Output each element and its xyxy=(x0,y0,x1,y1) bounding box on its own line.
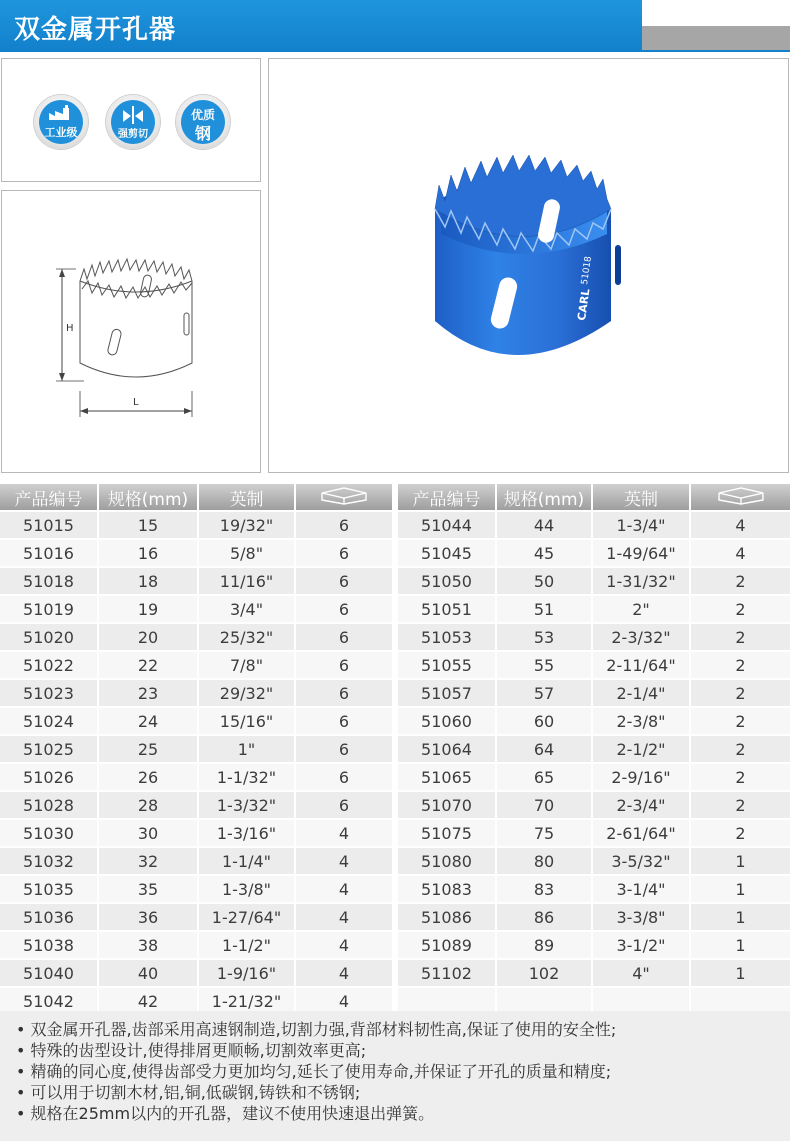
imperial-cell: 3/4" xyxy=(198,595,295,623)
product-code-cell: 51102 xyxy=(398,959,496,987)
package-qty-cell: 6 xyxy=(295,735,392,763)
imperial-cell: 1-9/16" xyxy=(198,959,295,987)
size-mm-cell: 22 xyxy=(98,651,198,679)
product-code-cell: 51089 xyxy=(398,931,496,959)
product-photo-panel xyxy=(268,58,789,473)
badge-steel-top: 优质 xyxy=(190,108,215,122)
size-mm-cell: 86 xyxy=(496,903,592,931)
package-qty-cell: 2 xyxy=(690,735,790,763)
package-qty-cell: 6 xyxy=(295,511,392,539)
size-mm-cell: 50 xyxy=(496,567,592,595)
imperial-cell: 2-3/4" xyxy=(592,791,690,819)
imperial-cell: 2-1/2" xyxy=(592,735,690,763)
imperial-cell: 29/32" xyxy=(198,679,295,707)
package-qty-cell: 4 xyxy=(295,903,392,931)
size-mm-cell: 64 xyxy=(496,735,592,763)
package-qty-cell: 1 xyxy=(690,847,790,875)
product-code-cell: 51080 xyxy=(398,847,496,875)
size-mm-cell: 42 xyxy=(98,987,198,1014)
package-qty-cell: 1 xyxy=(690,875,790,903)
product-code-cell: 51057 xyxy=(398,679,496,707)
imperial-cell: 2-11/64" xyxy=(592,651,690,679)
table-row xyxy=(0,595,392,623)
package-qty-cell: 6 xyxy=(295,651,392,679)
model-mark: 51018 xyxy=(580,255,594,286)
product-code-cell: 51070 xyxy=(398,791,496,819)
page-header xyxy=(0,0,790,50)
imperial-cell: 1-3/4" xyxy=(592,511,690,539)
table-row xyxy=(398,763,790,791)
header-product-code: 产品编号 xyxy=(398,484,496,511)
package-qty-cell: 6 xyxy=(295,567,392,595)
badge-steel-bottom: 钢 xyxy=(194,124,211,143)
imperial-cell: 1-21/32" xyxy=(198,987,295,1014)
table-row xyxy=(398,511,790,539)
header-size-mm: 规格(mm) xyxy=(98,484,198,511)
product-code-cell: 51051 xyxy=(398,595,496,623)
header-divider xyxy=(0,50,790,52)
box-icon xyxy=(711,485,771,505)
product-code-cell: 51045 xyxy=(398,539,496,567)
header-package xyxy=(690,484,790,511)
table-row xyxy=(398,847,790,875)
table-row xyxy=(0,567,392,595)
table-row xyxy=(398,735,790,763)
table-row xyxy=(0,931,392,959)
product-code-cell: 51055 xyxy=(398,651,496,679)
package-qty-cell: 4 xyxy=(295,847,392,875)
length-label: L xyxy=(133,397,139,408)
size-mm-cell: 26 xyxy=(98,763,198,791)
table-row xyxy=(0,763,392,791)
package-qty-cell: 6 xyxy=(295,539,392,567)
product-code-cell: 51064 xyxy=(398,735,496,763)
product-code-cell: 51023 xyxy=(0,679,98,707)
imperial-cell: 3-1/4" xyxy=(592,875,690,903)
size-mm-cell: 53 xyxy=(496,623,592,651)
feature-notes xyxy=(0,1011,790,1141)
table-row xyxy=(0,819,392,847)
product-code-cell: 51040 xyxy=(0,959,98,987)
table-row xyxy=(398,679,790,707)
imperial-cell: 2-3/8" xyxy=(592,707,690,735)
package-qty-cell: 2 xyxy=(690,763,790,791)
size-mm-cell: 83 xyxy=(496,875,592,903)
page-title: 双金属开孔器 xyxy=(14,15,177,45)
table-row xyxy=(398,987,790,1014)
package-qty-cell: 4 xyxy=(295,819,392,847)
brand-mark: CARL xyxy=(575,287,593,322)
table-header-row xyxy=(0,484,392,511)
size-mm-cell: 32 xyxy=(98,847,198,875)
product-code-cell: 51083 xyxy=(398,875,496,903)
spec-table-left xyxy=(0,484,392,1014)
note-item: • 可以用于切割木材,铝,铜,低碳钢,铸铁和不锈钢; xyxy=(16,1082,790,1103)
header-imperial: 英制 xyxy=(198,484,295,511)
product-code-cell: 51025 xyxy=(0,735,98,763)
imperial-cell: 3-1/2" xyxy=(592,931,690,959)
imperial-cell: 15/16" xyxy=(198,707,295,735)
table-row xyxy=(398,875,790,903)
package-qty-cell: 4 xyxy=(295,959,392,987)
badge-industrial-label: 工业级 xyxy=(44,126,78,139)
package-qty-cell: 2 xyxy=(690,595,790,623)
table-header-row xyxy=(398,484,790,511)
badge-shear-label: 强剪切 xyxy=(118,129,148,140)
product-code-cell: 51030 xyxy=(0,819,98,847)
table-row xyxy=(0,679,392,707)
product-code-cell: 51038 xyxy=(0,931,98,959)
imperial-cell: 19/32" xyxy=(198,511,295,539)
product-code-cell: 51020 xyxy=(0,623,98,651)
product-code-cell: 51042 xyxy=(0,987,98,1014)
height-label: H xyxy=(66,323,74,334)
imperial-cell: 1" xyxy=(198,735,295,763)
note-item: • 双金属开孔器,齿部采用高速钢制造,切割力强,背部材料韧性高,保证了使用的安全性; xyxy=(16,1019,790,1040)
size-mm-cell: 75 xyxy=(496,819,592,847)
size-mm-cell xyxy=(496,987,592,1014)
imperial-cell: 2-9/16" xyxy=(592,763,690,791)
table-row xyxy=(398,707,790,735)
product-code-cell: 51016 xyxy=(0,539,98,567)
package-qty-cell: 6 xyxy=(295,623,392,651)
package-qty-cell: 1 xyxy=(690,959,790,987)
header-bar xyxy=(0,0,642,50)
imperial-cell: 1-27/64" xyxy=(198,903,295,931)
package-qty-cell: 2 xyxy=(690,567,790,595)
imperial-cell: 5/8" xyxy=(198,539,295,567)
table-row xyxy=(398,567,790,595)
product-code-cell: 51032 xyxy=(0,847,98,875)
size-mm-cell: 51 xyxy=(496,595,592,623)
table-row xyxy=(398,539,790,567)
table-row xyxy=(398,651,790,679)
note-item: • 规格在25mm以内的开孔器，建议不使用快速退出弹簧。 xyxy=(16,1103,790,1124)
package-qty-cell: 4 xyxy=(690,511,790,539)
product-code-cell: 51060 xyxy=(398,707,496,735)
note-item: • 精确的同心度,使得齿部受力更加均匀,延长了使用寿命,并保证了开孔的质量和精度; xyxy=(16,1061,790,1082)
badge-shear xyxy=(106,95,160,149)
feature-badges-panel xyxy=(1,58,261,182)
table-row xyxy=(0,623,392,651)
product-code-cell: 51036 xyxy=(0,903,98,931)
imperial-cell: 2-3/32" xyxy=(592,623,690,651)
size-mm-cell: 60 xyxy=(496,707,592,735)
package-qty-cell: 6 xyxy=(295,763,392,791)
size-mm-cell: 80 xyxy=(496,847,592,875)
product-code-cell: 51053 xyxy=(398,623,496,651)
header-size-mm: 规格(mm) xyxy=(496,484,592,511)
size-mm-cell: 18 xyxy=(98,567,198,595)
size-mm-cell: 23 xyxy=(98,679,198,707)
table-row xyxy=(398,623,790,651)
size-mm-cell: 30 xyxy=(98,819,198,847)
header-product-code: 产品编号 xyxy=(0,484,98,511)
size-mm-cell: 24 xyxy=(98,707,198,735)
package-qty-cell: 2 xyxy=(690,791,790,819)
imperial-cell: 11/16" xyxy=(198,567,295,595)
size-mm-cell: 20 xyxy=(98,623,198,651)
table-row xyxy=(0,539,392,567)
imperial-cell: 1-1/2" xyxy=(198,931,295,959)
package-qty-cell: 2 xyxy=(690,707,790,735)
size-mm-cell: 65 xyxy=(496,763,592,791)
product-code-cell: 51050 xyxy=(398,567,496,595)
imperial-cell: 1-1/32" xyxy=(198,763,295,791)
spec-table-right xyxy=(398,484,790,1014)
table-row xyxy=(398,931,790,959)
imperial-cell: 1-31/32" xyxy=(592,567,690,595)
product-code-cell: 51044 xyxy=(398,511,496,539)
table-row xyxy=(398,791,790,819)
badge-industrial xyxy=(34,95,88,149)
imperial-cell: 2-1/4" xyxy=(592,679,690,707)
imperial-cell: 25/32" xyxy=(198,623,295,651)
size-mm-cell: 44 xyxy=(496,511,592,539)
size-mm-cell: 57 xyxy=(496,679,592,707)
size-mm-cell: 16 xyxy=(98,539,198,567)
table-row xyxy=(0,651,392,679)
table-row xyxy=(0,903,392,931)
size-mm-cell: 40 xyxy=(98,959,198,987)
package-qty-cell: 4 xyxy=(295,931,392,959)
product-code-cell: 51024 xyxy=(0,707,98,735)
product-photo xyxy=(269,59,788,472)
size-mm-cell: 36 xyxy=(98,903,198,931)
package-qty-cell: 6 xyxy=(295,595,392,623)
imperial-cell: 1-1/4" xyxy=(198,847,295,875)
package-qty-cell xyxy=(690,987,790,1014)
note-item: • 特殊的齿型设计,使得排屑更顺畅,切割效率更高; xyxy=(16,1040,790,1061)
product-code-cell: 51028 xyxy=(0,791,98,819)
table-row xyxy=(398,595,790,623)
header-accent xyxy=(642,26,790,50)
size-mm-cell: 70 xyxy=(496,791,592,819)
package-qty-cell: 6 xyxy=(295,791,392,819)
product-code-cell: 51035 xyxy=(0,875,98,903)
table-row xyxy=(0,735,392,763)
size-mm-cell: 38 xyxy=(98,931,198,959)
table-row xyxy=(0,707,392,735)
table-row xyxy=(0,959,392,987)
size-mm-cell: 19 xyxy=(98,595,198,623)
imperial-cell: 1-3/16" xyxy=(198,819,295,847)
product-code-cell: 51019 xyxy=(0,595,98,623)
table-row xyxy=(0,791,392,819)
product-code-cell: 51026 xyxy=(0,763,98,791)
size-mm-cell: 89 xyxy=(496,931,592,959)
product-code-cell: 51086 xyxy=(398,903,496,931)
size-mm-cell: 102 xyxy=(496,959,592,987)
imperial-cell: 3-3/8" xyxy=(592,903,690,931)
header-imperial: 英制 xyxy=(592,484,690,511)
table-row xyxy=(0,511,392,539)
package-qty-cell: 6 xyxy=(295,707,392,735)
imperial-cell: 1-3/32" xyxy=(198,791,295,819)
package-qty-cell: 2 xyxy=(690,679,790,707)
badge-steel xyxy=(176,95,230,149)
table-row xyxy=(0,875,392,903)
package-qty-cell: 2 xyxy=(690,651,790,679)
imperial-cell: 7/8" xyxy=(198,651,295,679)
size-mm-cell: 25 xyxy=(98,735,198,763)
hole-saw-diagram xyxy=(2,191,260,472)
size-mm-cell: 55 xyxy=(496,651,592,679)
product-code-cell: 51015 xyxy=(0,511,98,539)
package-qty-cell: 4 xyxy=(295,875,392,903)
imperial-cell: 4" xyxy=(592,959,690,987)
package-qty-cell: 6 xyxy=(295,679,392,707)
imperial-cell: 1-3/8" xyxy=(198,875,295,903)
package-qty-cell: 2 xyxy=(690,819,790,847)
imperial-cell xyxy=(592,987,690,1014)
package-qty-cell: 1 xyxy=(690,931,790,959)
table-row xyxy=(398,903,790,931)
package-qty-cell: 2 xyxy=(690,623,790,651)
size-mm-cell: 28 xyxy=(98,791,198,819)
product-code-cell: 51065 xyxy=(398,763,496,791)
size-mm-cell: 35 xyxy=(98,875,198,903)
package-qty-cell: 4 xyxy=(690,539,790,567)
imperial-cell: 2" xyxy=(592,595,690,623)
product-code-cell: 51018 xyxy=(0,567,98,595)
imperial-cell: 2-61/64" xyxy=(592,819,690,847)
box-icon xyxy=(314,485,374,505)
package-qty-cell: 4 xyxy=(295,987,392,1014)
package-qty-cell: 1 xyxy=(690,903,790,931)
header-package xyxy=(295,484,392,511)
table-row xyxy=(0,847,392,875)
product-code-cell xyxy=(398,987,496,1014)
imperial-cell: 3-5/32" xyxy=(592,847,690,875)
size-mm-cell: 45 xyxy=(496,539,592,567)
size-mm-cell: 15 xyxy=(98,511,198,539)
dimension-diagram-panel xyxy=(1,190,261,473)
table-row xyxy=(398,819,790,847)
imperial-cell: 1-49/64" xyxy=(592,539,690,567)
product-code-cell: 51022 xyxy=(0,651,98,679)
product-code-cell: 51075 xyxy=(398,819,496,847)
table-row xyxy=(398,959,790,987)
table-row xyxy=(0,987,392,1014)
